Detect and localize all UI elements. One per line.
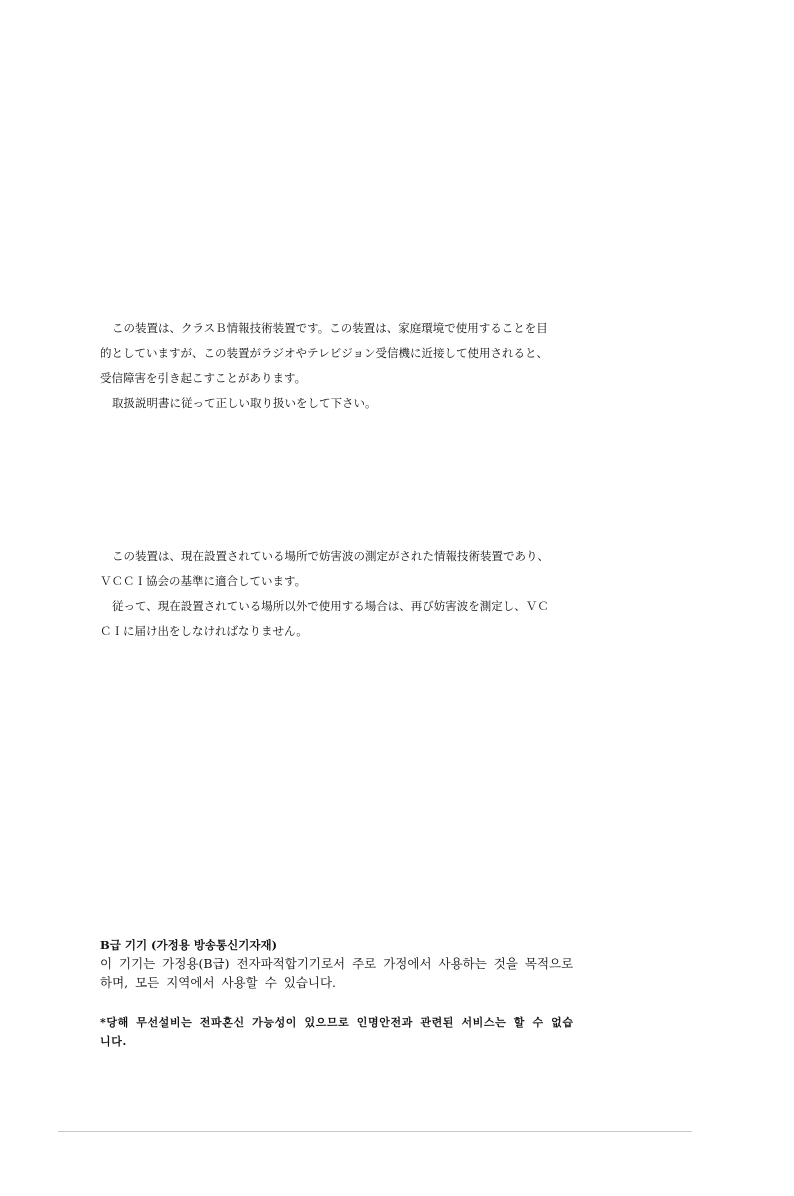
kc-notice-note-line-1: *당해 무선설비는 전파혼신 가능성이 있으므로 인명안전과 관련된 서비스는 할 수 없습	[100, 1016, 574, 1029]
vcci-b-line-2: 的としていますが、この装置がラジオやテレビジョン受信機に近接して使用されると、	[100, 346, 549, 360]
vcci-env-line-3: 従って、現在設置されている場所以外で使用する場合は、再び妨害波を測定し、ＶＣ	[112, 599, 549, 613]
vcci-env-line-4: ＣＩに届け出をしなければなりません。	[100, 624, 308, 638]
kc-notice-note-line-2: 니다.	[100, 1035, 127, 1048]
kc-notice-body-line-2: 하며, 모든 지역에서 사용할 수 있습니다.	[100, 975, 337, 990]
kc-notice-title: B급 기기 (가정용 방송통신기자재)	[100, 938, 278, 952]
vcci-b-line-1: この装置は、クラスＢ情報技術装置です。この装置は、家庭環境で使用することを目	[112, 321, 548, 335]
kc-notice-body-line-1: 이 기기는 가정용(B급) 전자파적합기기로서 주로 가정에서 사용하는 것을 목적으로	[100, 956, 574, 971]
vcci-b-line-4: 取扱説明書に従って正しい取り扱いをして下さい。	[112, 396, 377, 410]
vcci-env-line-1: この装置は、現在設置されている場所で妨害波の測定がされた情報技術装置であり、	[112, 549, 549, 563]
footer-divider	[58, 1131, 692, 1132]
vcci-env-line-2: ＶＣＣＩ協会の基準に適合しています。	[100, 574, 307, 588]
vcci-b-line-3: 受信障害を引き起こすことがあります。	[100, 371, 307, 385]
